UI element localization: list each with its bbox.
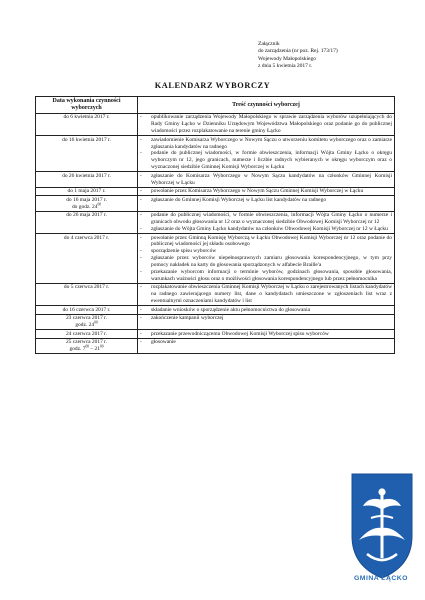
date-text: do 26 kwietnia 2017 r. [62,172,111,179]
bullet-dash-icon: - [140,225,142,232]
date-text: do 5 czerwca 2017 r. [63,284,110,291]
date-cell [36,338,138,353]
task-cell [138,172,395,187]
annex-line: z dnia 5 kwietnia 2017 r. [258,62,313,69]
task-cell [138,283,395,305]
task-item [140,315,392,322]
annex-line: Załącznik [258,41,280,47]
task-item [140,150,392,171]
task-item [140,307,392,314]
time-label: godz. 24 [75,322,95,329]
time-label: godz. 7 [69,346,86,353]
table-row [36,187,395,196]
task-item [140,173,392,187]
bullet-dash-icon: - [140,136,142,143]
task-text: głosowanie [151,339,176,346]
task-cell [138,136,395,172]
date-text: 25 czerwca 2017 r. [65,339,108,346]
task-text: przekazanie przewodniczącemu Obwodowej Komisji Wyborczej spisu wyborców [151,330,329,337]
task-item [140,212,392,226]
date-cell [36,234,138,284]
task-text: przekazanie wyborcom informacji o terminie wyborów, godzinach głosowania, sposobie głosowania, warunkach ważności głosu oraz o możliwości głosowania korespondencyjnego lub przez pełnomocnika [151,268,392,282]
time-label: do godz. 24 [71,203,98,210]
table-row [36,136,395,172]
task-item [140,248,392,255]
date-cell [36,211,138,233]
task-text: podanie do publicznej wiadomości, w formie obwieszczenia, informacji Wójta Gminy Łącko o numerze i granicach obwodu głosowania nr 12 oraz o wyznaczonej siedzibie Obwodowej Komisji Wyborczej nr 12 [151,212,392,226]
task-cell [138,187,395,196]
table-row [36,172,395,187]
bullet-dash-icon: - [140,330,142,337]
time-range-end: – 21 [89,346,100,353]
date-text: do 16 czerwca 2017 r. [62,306,111,313]
date-text: do 6 kwietnia 2017 r. [63,114,110,121]
table-row [36,306,395,315]
time-text [38,204,135,211]
task-item [140,339,392,346]
gmina-crest [349,470,415,580]
table-row [36,338,395,353]
bullet-dash-icon: - [140,306,142,313]
task-cell [138,314,395,329]
task-item [140,284,392,305]
bullet-dash-icon: - [140,114,142,121]
task-item [140,269,392,283]
bullet-dash-icon: - [140,234,142,241]
task-cell [138,306,395,315]
date-text: 24 czerwca 2017 r. [65,330,108,337]
annex-note [258,41,418,70]
task-text: zgłaszanie przez wyborców niepełnosprawnych zamiaru głosowania korespondencyjnego, w tym przy pomocy nakładek na karty do głosowania sporządzonych w alfabecie Braille'a [151,255,392,268]
date-text: do 1 maja 2017 r. [67,188,106,195]
task-text: rozplakatowanie obwieszczenia Gminnej Komisji Wyborczej w Łącku o zarejestrowanych listach kandydatów na radnego zawierającego numery list, dane o kandydatach umieszczone w zgłoszeniach list wraz z ewentualnymi oznaczeniami kandydatów i list [151,284,392,304]
date-cell [36,187,138,196]
column-header-task: Treść czynności wyborczej [138,97,395,114]
bullet-dash-icon: - [140,212,142,219]
task-item [140,197,392,204]
bullet-dash-icon: - [140,339,142,346]
task-cell [138,330,395,339]
date-cell [36,314,138,329]
task-text: zgłaszanie do Komisarza Wyborczego w Nowym Sączu kandydatów na członków Gminnej Komisji Wyborczej w Łącku [151,172,392,186]
task-item [140,331,392,338]
date-text: do 4 czerwca 2017 r. [63,234,110,241]
date-cell [36,114,138,136]
table-row [36,234,395,284]
task-text: zakończenie kampanii wyborczej [151,315,224,322]
election-calendar-table [35,96,395,354]
bullet-dash-icon: - [140,315,142,322]
annex-line: Wojewody Małopolskiego [258,55,316,62]
date-text: do 26 maja 2017 r. [66,212,107,219]
task-text: powołanie przez Komisarza Wyborczego w Nowym Sączu Gminnej Komisji Wyborczej w Łącku [151,188,364,195]
task-item [140,137,392,151]
table-header-row [36,97,395,114]
date-text: do 16 kwietnia 2017 r. [62,136,111,143]
date-text: do 16 maja 2017 r. [66,196,107,203]
table-row [36,114,395,136]
crest-caption: GMINA ŁĄCKO [354,575,408,582]
bullet-dash-icon: - [140,255,142,262]
task-text: zawiadomienie Komisarza Wyborczego w Nowym Sączu o utworzeniu komitetu wyborczego oraz o zamiarze zgłaszania kandydatów na radnego [151,136,392,150]
time-minutes: 00 [97,202,102,207]
bullet-dash-icon: - [140,150,142,157]
task-item [140,114,392,135]
column-header-date: Data wykonania czynności wyborczych [36,97,138,114]
task-item [140,226,392,233]
table-row [36,211,395,233]
bullet-dash-icon: - [140,284,142,291]
date-cell [36,172,138,187]
task-cell [138,234,395,284]
task-cell [138,338,395,353]
table-row [36,314,395,329]
time-minutes: 00 [94,320,98,325]
task-text: składanie wniosków o sporządzenie aktu pełnomocnictwa do głosowania [151,306,311,313]
date-text: 23 czerwca 2017 r. [65,315,108,322]
date-cell [36,136,138,172]
task-text: opublikowanie zarządzenia Wojewody Małopolskiego w sprawie zarządzenia wyborów uzupełniających do Rady Gminy Łącko w Dzienniku Urzędowym Województwa Małopolskiego oraz podanie go do publicznej wiadomości przez rozplakatowanie na terenie gminy Łącko [151,114,392,135]
task-text: zgłaszanie do Gminnej Komisji Wyborczej w Łącku list kandydatów na radnego [151,196,327,203]
crest-shield-icon [349,470,415,580]
bullet-dash-icon: - [140,172,142,179]
bullet-dash-icon: - [140,268,142,275]
task-cell [138,114,395,136]
date-cell [36,196,138,211]
table-row [36,283,395,305]
bullet-dash-icon: - [140,188,142,195]
date-cell [36,283,138,305]
table-row [36,330,395,339]
task-text: zgłaszanie do Wójta Gminy Łącko kandydatów na członków Obwodowej Komisji Wyborczej nr 12 w Łącku [151,225,388,232]
task-text: podanie do publicznej wiadomości, w formie obwieszczenia, informacji Wójta Gminy Łącko o okręgu wyborczym nr 12, jego granicach, numerze i liczbie radnych wybieranych w okręgu wyborczym oraz o wyznaczonej siedzibie Gminnej Komisji Wyborczej w Łącku [151,150,392,171]
date-cell [36,306,138,315]
task-text: powołanie przez Gminną Komisję Wyborczą w Łącku Obwodowej Komisji Wyborczej nr 12 oraz podanie do publicznej wiadomości jej składu osobowego [151,234,392,248]
task-text: sporządzenie spisu wyborców [151,248,217,255]
time-minutes: 00 [99,344,104,349]
time-minutes: 00 [85,344,90,349]
task-cell [138,211,395,233]
task-item [140,235,392,249]
task-item [140,255,392,269]
time-text [38,322,135,329]
task-item [140,188,392,195]
task-cell [138,196,395,211]
bullet-dash-icon: - [140,196,142,203]
date-cell [36,330,138,339]
annex-line: do zarządzenia (nr poz. Rej. 173/17) [258,48,338,55]
document-title: KALENDARZ WYBORCZY [154,81,271,90]
table-row [36,196,395,211]
time-text [38,346,135,353]
bullet-dash-icon: - [140,248,142,255]
